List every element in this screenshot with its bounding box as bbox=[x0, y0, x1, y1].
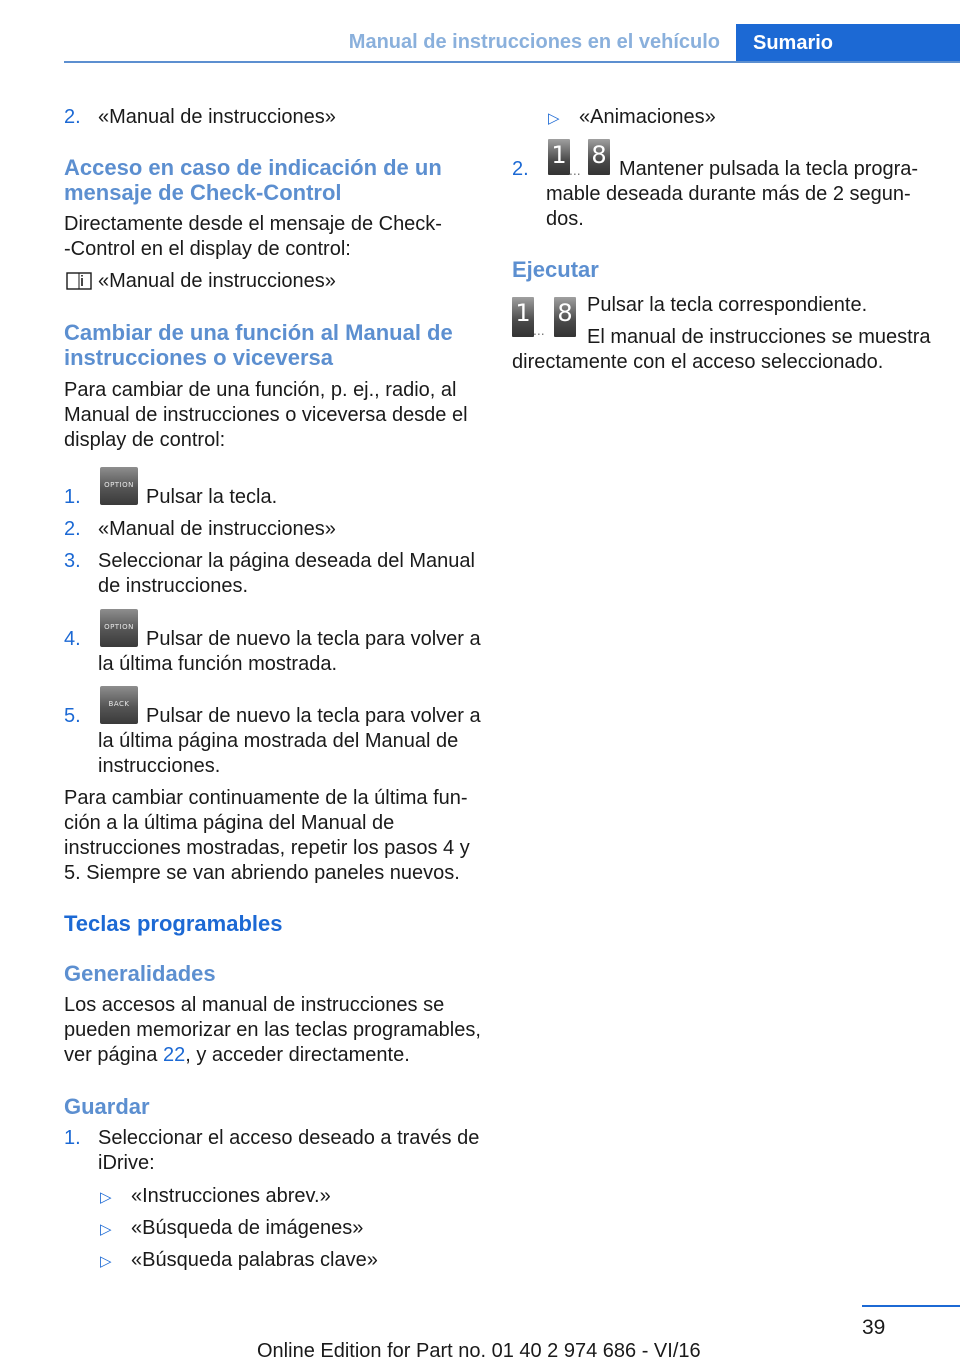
section-heading: Cambiar de una función al Manual de bbox=[64, 320, 453, 345]
paragraph-line: ver página 22, y acceder directamente. bbox=[64, 1044, 410, 1066]
section-heading: Ejecutar bbox=[512, 257, 599, 282]
list-item-text: instrucciones. bbox=[98, 755, 221, 777]
paragraph-line: Para cambiar de una función, p. ej., radio, al bbox=[64, 379, 457, 401]
page-number: 39 bbox=[862, 1316, 886, 1339]
list-item-text: Mantener pulsada la tecla progra- bbox=[619, 158, 919, 180]
option-button-icon: OPTION bbox=[100, 467, 138, 505]
edition-note: Online Edition for Part no. 01 40 2 974 686 - VI/16 bbox=[257, 1340, 701, 1362]
bullet-item: «Búsqueda de imágenes» bbox=[131, 1217, 364, 1239]
ellipsis: ... bbox=[569, 162, 581, 178]
book-item-text: «Manual de instrucciones» bbox=[98, 270, 336, 292]
paragraph-line: display de control: bbox=[64, 429, 226, 451]
section-heading: mensaje de Check-Control bbox=[64, 180, 342, 205]
bullet-icon: ▷ bbox=[548, 110, 560, 127]
ellipsis: ... bbox=[533, 322, 545, 338]
bullet-item: «Búsqueda palabras clave» bbox=[131, 1249, 378, 1271]
softkey-8-icon: 8 bbox=[554, 297, 576, 337]
bullet-icon: ▷ bbox=[100, 1189, 112, 1206]
header-tab-label: Sumario bbox=[753, 32, 834, 54]
list-item-text: Seleccionar el acceso deseado a través de bbox=[98, 1127, 480, 1149]
bullet-item: «Instrucciones abrev.» bbox=[131, 1185, 331, 1207]
paragraph-line: pueden memorizar en las teclas programables, bbox=[64, 1019, 481, 1041]
paragraph-line: Pulsar la tecla correspondiente. bbox=[587, 294, 868, 316]
back-button-icon: BACK bbox=[100, 686, 138, 724]
list-number: 1. bbox=[64, 1127, 81, 1149]
list-item-text: Pulsar de nuevo la tecla para volver a bbox=[146, 628, 481, 650]
book-icon bbox=[66, 271, 92, 291]
softkey-1-icon: 1 bbox=[548, 139, 570, 175]
section-heading: Guardar bbox=[64, 1094, 150, 1119]
paragraph-line: Para cambiar continuamente de la última fun- bbox=[64, 787, 468, 809]
paragraph-line: directamente con el acceso seleccionado. bbox=[512, 351, 884, 373]
paragraph-line: Los accesos al manual de instrucciones se bbox=[64, 994, 445, 1016]
option-button-icon: OPTION bbox=[100, 609, 138, 647]
softkey-1-icon: 1 bbox=[512, 297, 534, 337]
page-link[interactable]: 22 bbox=[162, 1044, 186, 1066]
paragraph-line: -Control en el display de control: bbox=[64, 238, 351, 260]
header-tab-sumario[interactable] bbox=[736, 24, 960, 62]
paragraph-line: ción a la última página del Manual de bbox=[64, 812, 395, 834]
list-item-text: Pulsar la tecla. bbox=[146, 486, 278, 508]
list-number: 4. bbox=[64, 628, 81, 650]
list-item-text: de instrucciones. bbox=[98, 575, 249, 597]
paragraph-line: Manual de instrucciones o viceversa desde el bbox=[64, 404, 468, 426]
list-item-text: Pulsar de nuevo la tecla para volver a bbox=[146, 705, 481, 727]
list-number: 2. bbox=[512, 158, 529, 180]
list-number: 2. bbox=[64, 106, 81, 128]
footer-rule bbox=[862, 1305, 960, 1307]
paragraph-line: 5. Siempre se van abriendo paneles nuevos. bbox=[64, 862, 460, 884]
paragraph-line: instrucciones mostradas, repetir los pasos 4 y bbox=[64, 837, 470, 859]
list-item-text: «Manual de instrucciones» bbox=[98, 106, 336, 128]
header-rule bbox=[64, 61, 960, 63]
list-item-text: Seleccionar la página deseada del Manual bbox=[98, 550, 475, 572]
list-number: 1. bbox=[64, 486, 81, 508]
list-item-text: la última página mostrada del Manual de bbox=[98, 730, 459, 752]
bullet-item: «Animaciones» bbox=[579, 106, 716, 128]
list-item-text: iDrive: bbox=[98, 1152, 155, 1174]
paragraph-line: El manual de instrucciones se muestra bbox=[587, 326, 931, 348]
section-heading: Acceso en caso de indicación de un bbox=[64, 155, 442, 180]
bullet-icon: ▷ bbox=[100, 1221, 112, 1238]
list-item-text: «Manual de instrucciones» bbox=[98, 518, 336, 540]
section-heading: Generalidades bbox=[64, 961, 216, 986]
list-item-text: mable deseada durante más de 2 segun- bbox=[546, 183, 911, 205]
list-item-text: la última función mostrada. bbox=[98, 653, 338, 675]
paragraph-line: Directamente desde el mensaje de Check- bbox=[64, 213, 442, 235]
list-item-text: dos. bbox=[546, 208, 584, 230]
section-heading: instrucciones o viceversa bbox=[64, 345, 334, 370]
list-number: 3. bbox=[64, 550, 81, 572]
list-number: 2. bbox=[64, 518, 81, 540]
chapter-heading: Teclas programables bbox=[64, 911, 283, 936]
bullet-icon: ▷ bbox=[100, 1253, 112, 1270]
running-header-title: Manual de instrucciones en el vehículo bbox=[348, 31, 720, 53]
softkey-8-icon: 8 bbox=[588, 139, 610, 175]
list-number: 5. bbox=[64, 705, 81, 727]
